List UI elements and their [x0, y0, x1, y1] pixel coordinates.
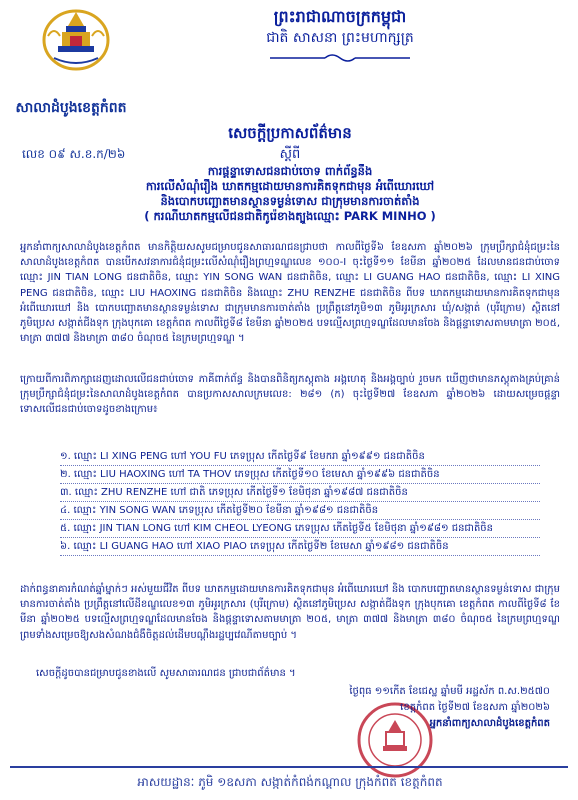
subject-line: ការលើសំណុំរឿង ឃាតកម្មដោយមានការគិតទុកជាមុន អំពើឃោរឃៅ — [145, 179, 435, 193]
national-motto: ជាតិ សាសនា ព្រះមហាក្សត្រ — [266, 30, 414, 46]
list-item: ៣. ឈ្មោះ ZHU RENZHE ហៅ ជាតិ ភេទប្រុស កើតថ្ងៃទី១ ខែមិថុនា ឆ្នាំ១៩៨៧ ជនជាតិចិន — [60, 484, 540, 502]
lunar-date: ថ្ងៃពុធ ១១កើត ខែជេស្ឋ ឆ្នាំមមី អដ្ឋស័ក ព.ស.២៥៧០ — [349, 686, 550, 697]
reference-number: លេខ ០៩ ស.ខ.ក/២៦ — [22, 147, 126, 161]
paragraph-text: ក្រោយពីការពិភាក្សាដេញដោលលើជនជាប់ចោទ ភាគីពាក់ព័ន្ធ និងបានពិនិត្យភស្តុតាង អង្គហេតុ និងអង្គច្បាប់ រួចមក ឃើញថាមានភស្តុតាងគ្រប់គ្រាន់ ក្រុមប្រឹក្សាជំនុំជម្រះនៃសាលាដំបូងខេត្តកំពត បានប្រកាសសាលក្រមលេខ: ២៨១ (ក) ចុះថ្ងៃទី២៧ ខែឧសភា ឆ្នាំ២០២៦ ដោយសម្រេចផ្តន្ទាទោសលើជនជាប់ចោទដូចខាងក្រោម៖ — [20, 374, 560, 416]
list-item: ៥. ឈ្មោះ JIN TIAN LONG ហៅ KIM CHEOL LYEONG ភេទប្រុស កើតថ្ងៃទី៥ ខែមិថុនា ឆ្នាំ១៩៨១ ជនជាតិចិន — [60, 520, 540, 538]
divider-ornament — [270, 52, 410, 64]
announcement-paragraph-2 — [20, 372, 560, 418]
paragraph-text: ដាក់ពន្ធនាគារកំណត់ឆ្នាំម្នាក់ៗ អស់មួយជីវិត ពីបទ ឃាតកម្មដោយមានការគិតទុកជាមុន អំពើឃោរឃៅ និង បោកបញ្ឆោតមានស្ថានទម្ងន់ទោស ជាក្រុមមានការចាត់តាំង ប្រព្រឹត្តនៅលើដីខណ្ឌលេខ១៣ ភូមិអូរក្រសារ (បុរីក្រោម) ស្ថិតនៅភូមិប្រេស សង្កាត់ជីងទុក ក្រុងបុកគោ ខេត្តកំពត កាលពីថ្ងៃទី៨ ខែមីនា ឆ្នាំ២០២៥ បទល្មើសព្រហ្មទណ្ឌដែលមានចែង និងផ្តន្ទាទោសតាមមាត្រា ២០៥, មាត្រា ៣៧៧ និងមាត្រា ៣៨០ ចំណុច៥ នៃក្រមព្រហ្មទណ្ឌ ព្រមទាំងសម្រេចឱ្យសងសំណងជំងឺចិត្តដល់ដើមបណ្តឹងរដ្ឋប្បវេណីតាមច្បាប់ ។ — [20, 584, 560, 641]
document-title: សេចក្តីប្រកាសព័ត៌មាន — [228, 124, 352, 142]
subject-line: ការផ្តន្ទាទោសជនជាប់ចោទ ពាក់ព័ន្ធនឹង — [207, 164, 373, 178]
sentence-paragraph — [20, 582, 560, 643]
list-item: ៦. ឈ្មោះ LI GUANG HAO ហៅ XIAO PIAO ភេទប្រុស កើតថ្ងៃទី២ ខែមេសា ឆ្នាំ១៩៨១ ជនជាតិចិន — [60, 538, 540, 556]
announcement-paragraph-1 — [20, 240, 560, 346]
list-item: ២. ឈ្មោះ LIU HAOXING ហៅ TA THOV ភេទប្រុស កើតថ្ងៃទី១០ ខែមេសា ឆ្នាំ១៩៩៦ ជនជាតិចិន — [60, 466, 540, 484]
subject-line: ( ករណីឃាតកម្មលើជនជាតិកូរ៉េខាងត្បូងឈ្មោះ PARK MINHO ) — [144, 209, 436, 223]
regarding-label: ស្តីពី — [279, 147, 301, 162]
list-item: ១. ឈ្មោះ LI XING PENG ហៅ YOU FU ភេទប្រុស កើតថ្ងៃទី៩ ខែមករា ឆ្នាំ១៩៩១ ជនជាតិចិន — [60, 448, 540, 466]
closing-statement: សេចក្តីដូចបានជម្រាបជូនខាងលើ សូមសាធារណជន ជ្រាបជាព័ត៌មាន ។ — [36, 668, 296, 679]
paragraph-text: អ្នកនាំពាក្យសាលាដំបូងខេត្តកំពត មានកិត្តិយសសូមជម្រាបជូនសាធារណជនជ្រាបថា កាលពីថ្ងៃទី៦ ខែឧសភា ឆ្នាំ២០២៦ ក្រុមប្រឹក្សាជំនុំជម្រះនៃសាលាដំបូងខេត្តកំពត បានបើកសវនាការជំនុំជម្រះលើសំណុំរឿងព្រហ្មទណ្ឌលេខ ១០០-I ចុះថ្ងៃទី១១ ខែមីនា ឆ្នាំ២០២៥ ដែលមានជនជាប់ចោទឈ្មោះ JIN TIAN LONG ជនជាតិចិន, ឈ្មោះ YIN SONG WAN ជនជាតិចិន, ឈ្មោះ LI GUANG HAO ជនជាតិចិន, ឈ្មោះ LI XING PENG ជនជាតិចិន, ឈ្មោះ LIU HAOXING ជនជាតិចិន និងឈ្មោះ ZHU RENZHE ជនជាតិចិន ពីបទ ឃាតកម្មដោយមានការគិតទុកជាមុន អំពើឃោរឃៅ និង បោកបញ្ឆោតមានស្ថានទម្ងន់ទោស ជាក្រុមមានការចាត់តាំង ប្រព្រឹត្តនៅភូមិ១៣ ភូមិអូរក្រសារ ឃុំ/សង្កាត់ (បុរីក្រោម) ស្ថិតនៅភូមិប្រេស សង្កាត់ជីងទុក ក្រុងបុកគោ ខេត្តកំពត កាលពីថ្ងៃទី៨ ខែមីនា ឆ្នាំ២០២៥ បទល្មើសព្រហ្មទណ្ឌដែលមានចែង និងផ្តន្ទាទោសតាមមាត្រា ២០៥, មាត្រា ៣៧៧ និងមាត្រា ៣៨០ ចំណុច៥ នៃក្រមព្រហ្មទណ្ឌ ។ — [20, 242, 560, 345]
court-emblem-logo — [40, 6, 112, 72]
footer-address: អាសយដ្ឋានៈ ភូមិ ១ឧសភា សង្កាត់កំពង់កណ្តាល ក្រុងកំពត ខេត្តកំពត — [137, 775, 443, 789]
convicts-list — [60, 448, 540, 556]
signer-title: អ្នកនាំពាក្យសាលាដំបូងខេត្តកំពត — [429, 718, 550, 729]
footer-divider — [10, 766, 568, 768]
kingdom-heading: ព្រះរាជាណាចក្រកម្ពុជា — [273, 7, 407, 26]
subject-line: និងបោកបញ្ឆោតមានស្ថានទម្ងន់ទោស ជាក្រុមមានការចាត់តាំង — [160, 194, 420, 208]
list-item: ៤. ឈ្មោះ YIN SONG WAN ភេទប្រុស កើតថ្ងៃទី២០ ខែមីនា ឆ្នាំ១៩៨១ ជនជាតិចិន — [60, 502, 540, 520]
subject-block — [60, 164, 520, 224]
solar-date: ខេត្តកំពត ថ្ងៃទី២៧ ខែឧសភា ឆ្នាំ២០២៦ — [400, 702, 550, 713]
court-name: សាលាដំបូងខេត្តកំពត — [15, 100, 127, 116]
